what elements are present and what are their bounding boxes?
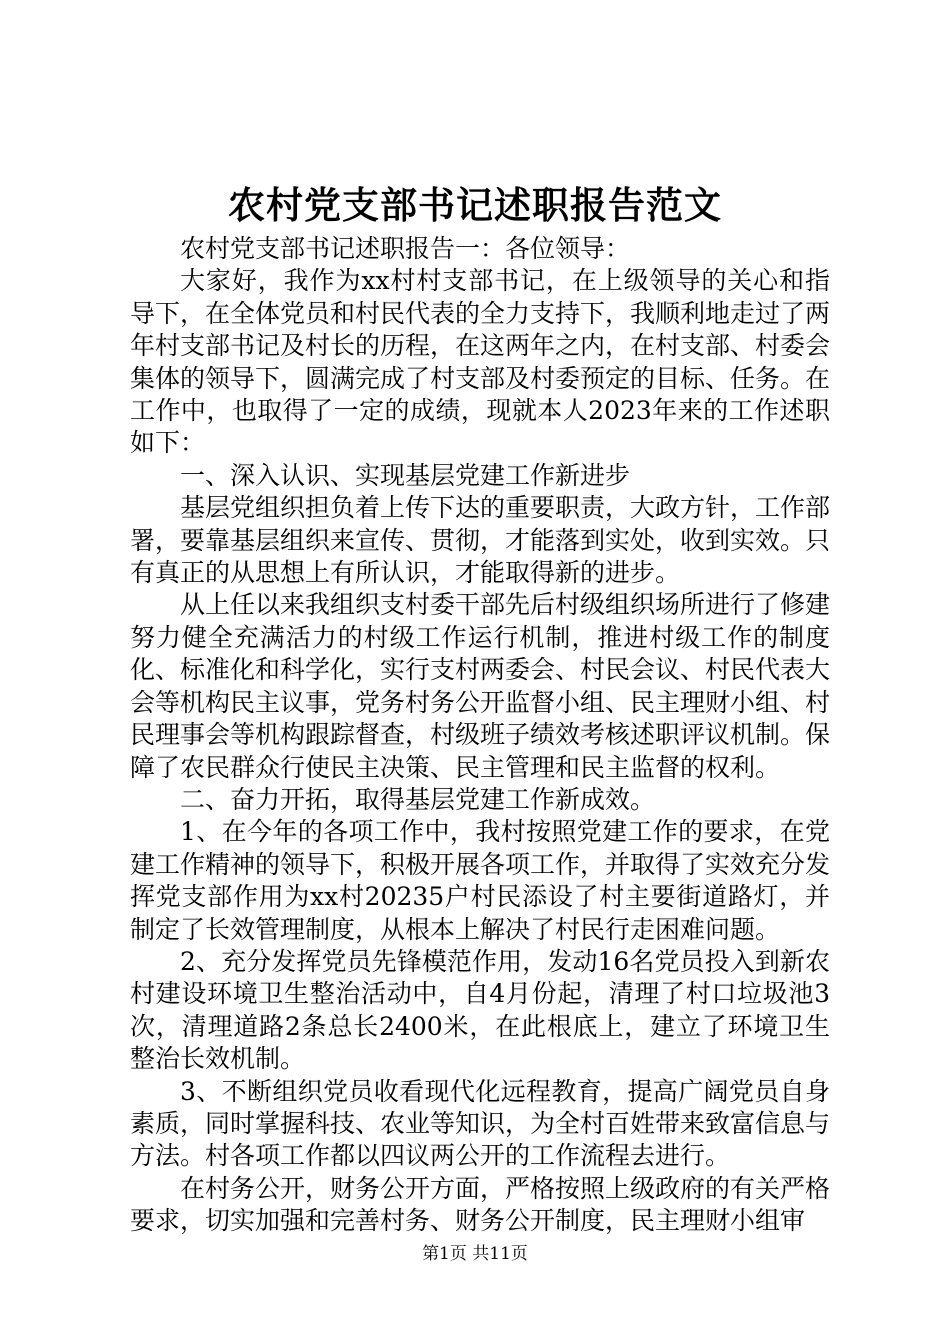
paragraph: 从上任以来我组织支村委干部先后村级组织场所进行了修建努力健全充满活力的村级工作运行机制，推进村级工作的制度化、标准化和科学化，实行支村两委会、村民会议、村民代表大会等机构民主议事，党务村务公开监督小组、民主理财小组、村民理事会等机构跟踪督查，村级班子绩效考核述职评议机制。保障了农民群众行使民主决策、民主管理和民主监督的权利。 xyxy=(130,590,831,782)
page-number-footer: 第1页 共11页 xyxy=(422,1244,528,1264)
paragraph-salutation: 农村党支部书记述职报告一：各位领导： xyxy=(180,234,631,263)
paragraph-item-1: 1、在今年的各项工作中，我村按照党建工作的要求，在党建工作精神的领导下，积极开展各项工作，并取得了实效充分发挥党支部作用为xx村20235户村民添设了村主要街道路灯，并制定了长效管理制度，从根本上解决了村民行走困难问题。 xyxy=(130,817,831,944)
section-heading-1: 一、深入认识、实现基层党建工作新进步 xyxy=(180,460,631,490)
document-title: 农村党支部书记述职报告范文 xyxy=(228,183,722,227)
paragraph-item-3: 3、不断组织党员收看现代化远程教育，提高广阔党员自身素质，同时掌握科技、农业等知识，为全村百姓带来致富信息与方法。村各项工作都以四议两公开的工作流程去进行。 xyxy=(130,1076,831,1171)
document-body xyxy=(130,233,830,1238)
paragraph: 基层党组织担负着上传下达的重要职责，大政方针，工作部署，要靠基层组织来宣传、贯彻，才能落到实处，收到实效。只有真正的从思想上有所认识，才能取得新的进步。 xyxy=(130,493,831,588)
paragraph-item-2: 2、充分发挥党员先锋模范作用，发动16名党员投入到新农村建设环境卫生整治活动中，自4月份起，清理了村口垃圾池3次，清理道路2条总长2400米，在此根底上，建立了环境卫生整治长效机制。 xyxy=(130,946,830,1074)
section-heading-2: 二、奋力开拓，取得基层党建工作新成效。 xyxy=(180,784,656,814)
paragraph: 在村务公开，财务公开方面，严格按照上级政府的有关严格要求，切实加强和完善村务、财务公开制度，民主理财小组审 xyxy=(130,1173,831,1236)
paragraph-intro: 大家好，我作为xx村村支部书记，在上级领导的关心和指导下，在全体党员和村民代表的全力支持下，我顺利地走过了两年村支部书记及村长的历程，在这两年之内，在村支部、村委会集体的领导下，圆满完成了村支部及村委预定的目标、任务。在工作中，也取得了一定的成绩，现就本人2023年来的工作述职如下： xyxy=(130,266,831,458)
